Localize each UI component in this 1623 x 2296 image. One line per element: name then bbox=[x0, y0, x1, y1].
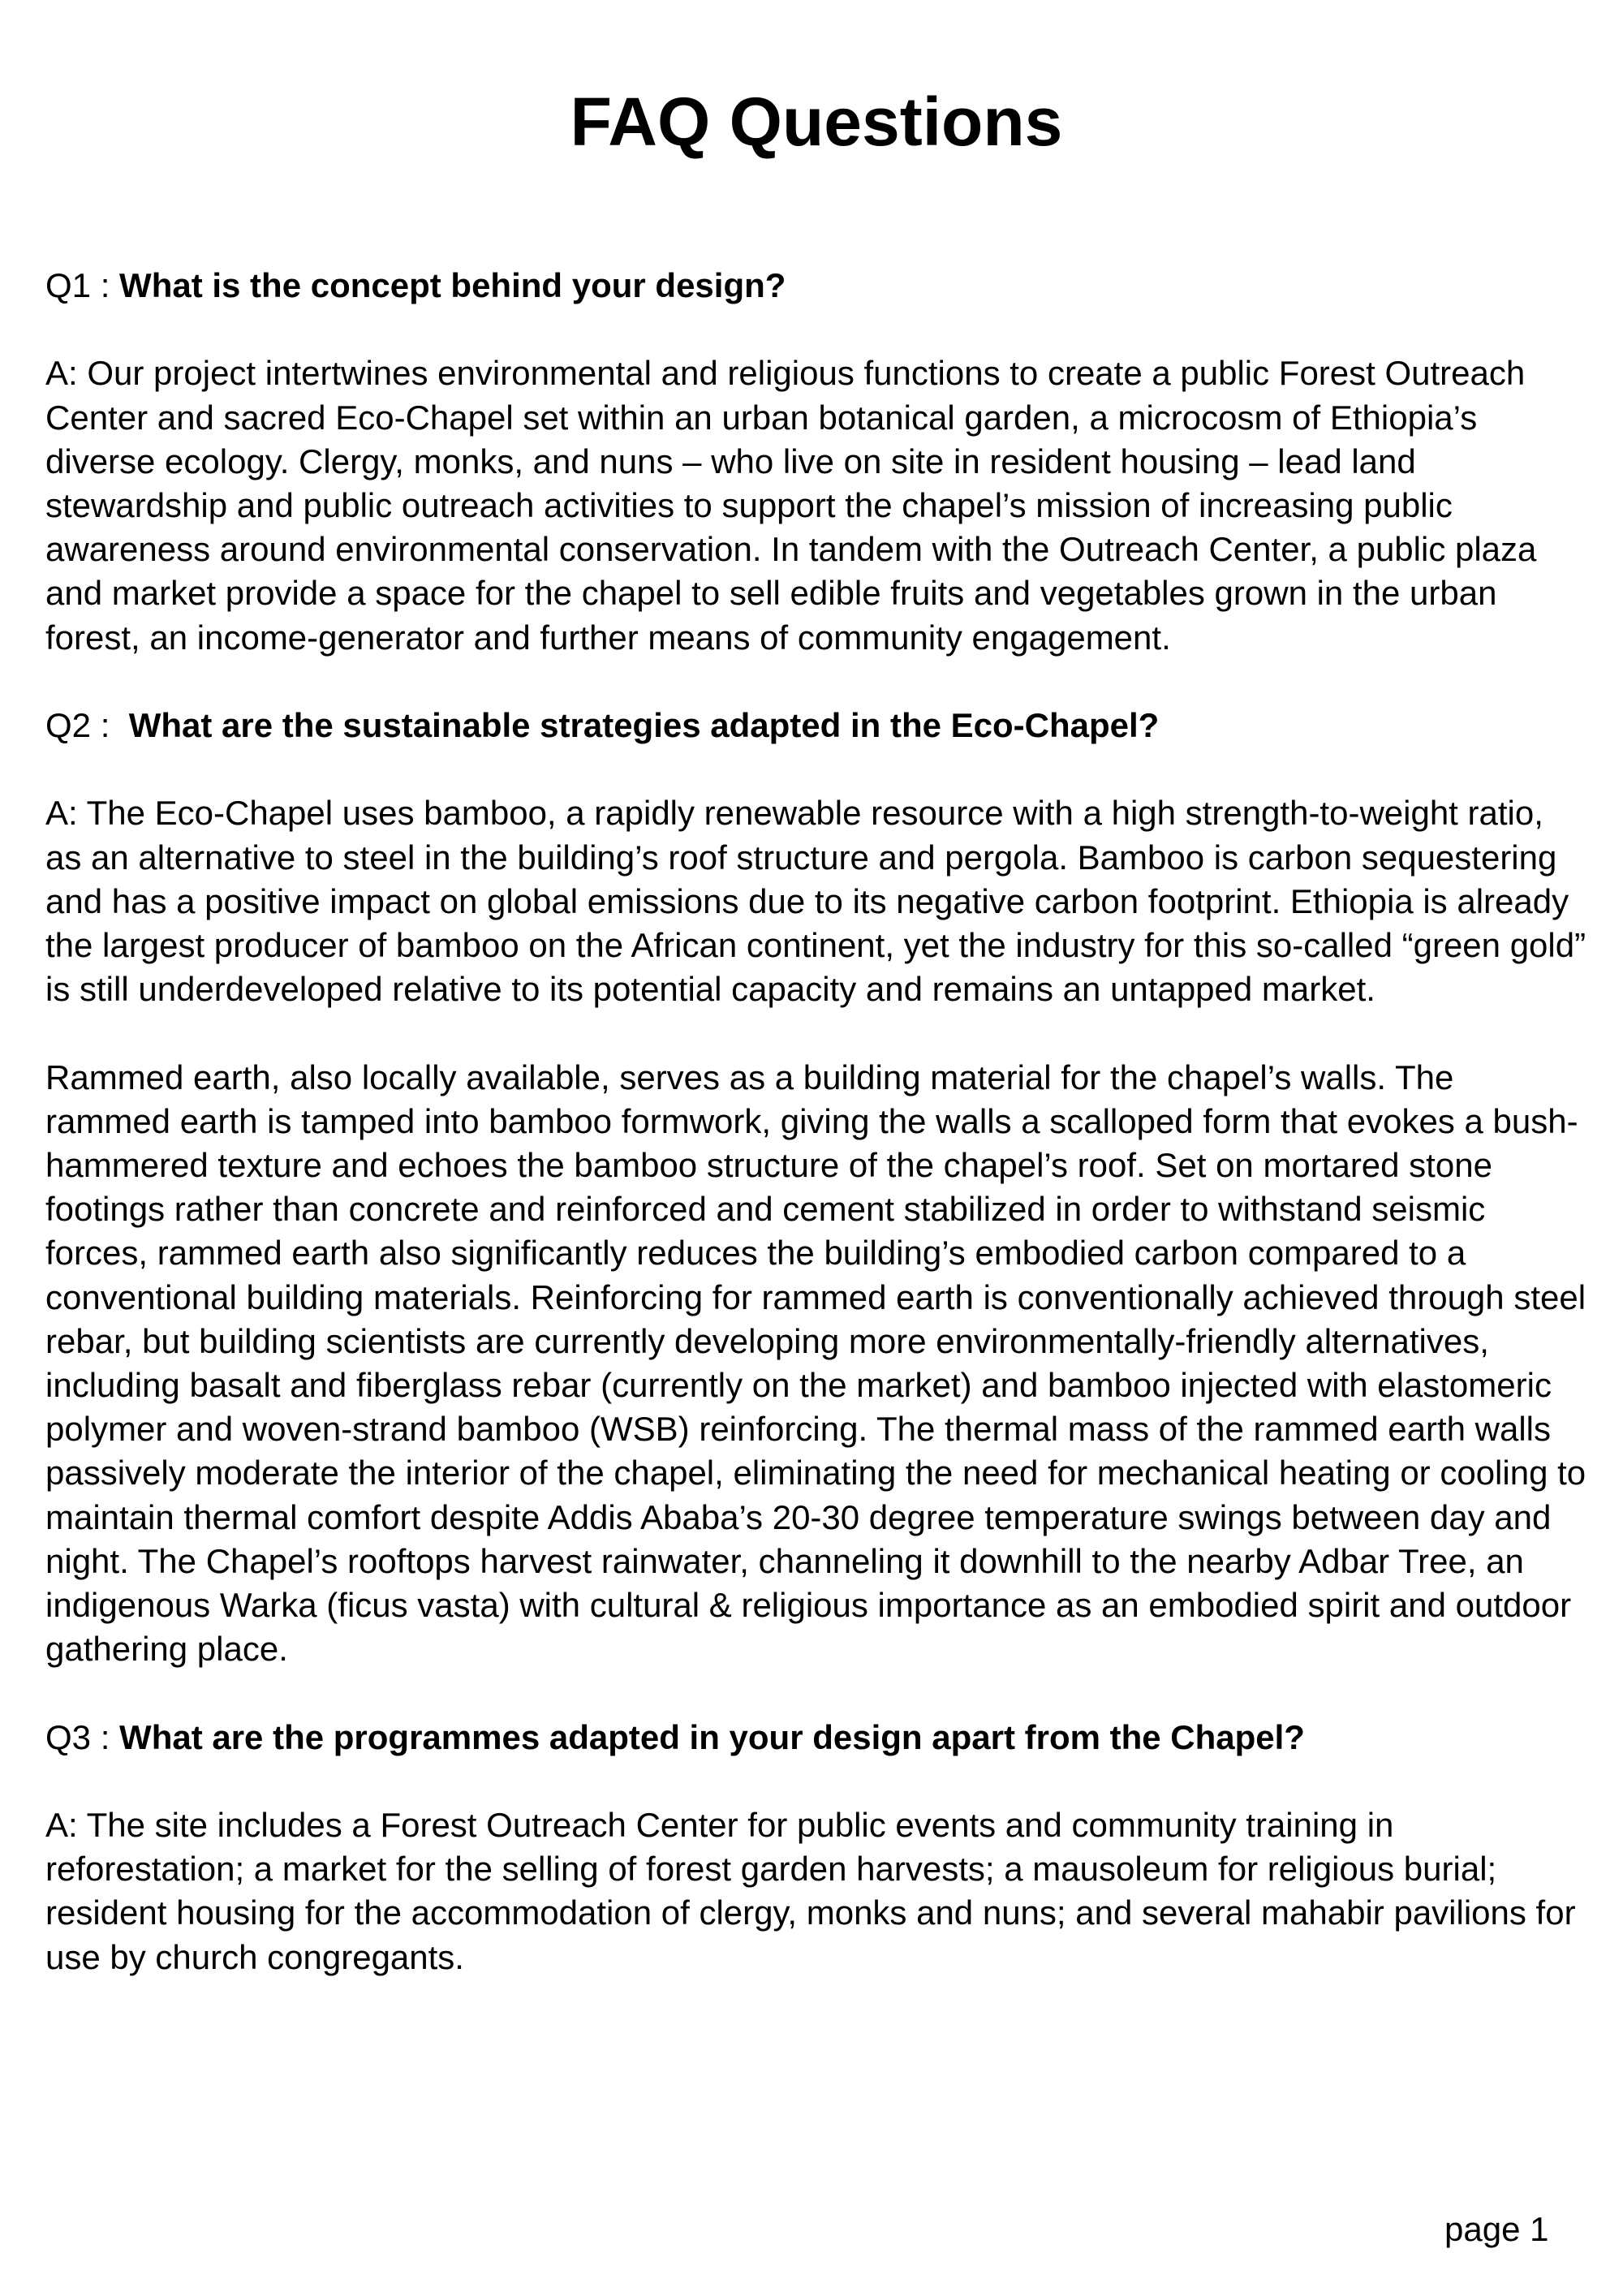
faq-answer-3-paragraph-1: A: The site includes a Forest Outreach Center for public events and community training in reforestation; a market for the selling of forest garden harvests; a mausoleum for religious burial; resident housing for the accommodation of clergy, monks and nuns; and several mahabir pavilions for use by church congregants. bbox=[45, 1806, 1576, 1976]
faq-item-3 bbox=[45, 1716, 1587, 1979]
question-text: What is the concept behind your design? bbox=[119, 266, 786, 304]
faq-list bbox=[45, 264, 1587, 1979]
page-number: page 1 bbox=[1444, 2210, 1549, 2248]
question-label: Q3 : bbox=[45, 1717, 120, 1756]
faq-question-3 bbox=[45, 1716, 1587, 1760]
faq-item-2 bbox=[45, 704, 1587, 1671]
faq-answer-1-paragraph-1: A: Our project intertwines environmental and religious functions to create a public Forest Outreach Center and sacred Eco-Chapel set within an urban botanical garden, a microcosm of Ethiopia’s diverse ecology. Clergy, monks, and nuns – who live on site in resident housing – lead land stewardship and public outreach activities to support the chapel’s mission of increasing public awareness around environmental conservation. In tandem with the Outreach Center, a public plaza and market provide a space for the chapel to sell edible fruits and vegetables grown in the urban forest, an income-generator and further means of community engagement. bbox=[45, 354, 1537, 657]
question-text: What are the programmes adapted in your design apart from the Chapel? bbox=[119, 1717, 1305, 1756]
faq-answer-2-paragraph-1: A: The Eco-Chapel uses bamboo, a rapidly renewable resource with a high strength-to-weight ratio, as an alternative to steel in the building’s roof structure and pergola. Bamboo is carbon sequestering and has a positive impact on global emissions due to its negative carbon footprint. Ethiopia is already the largest producer of bamboo on the African continent, yet the industry for this so-called “green gold” is still underdeveloped relative to its potential capacity and remains an untapped market. bbox=[45, 794, 1586, 1009]
question-label: Q2 : bbox=[45, 706, 129, 744]
question-label: Q1 : bbox=[45, 266, 120, 304]
page-title: FAQ Questions bbox=[570, 84, 1063, 160]
faq-question-2 bbox=[45, 704, 1587, 747]
faq-question-1 bbox=[45, 264, 1587, 308]
faq-item-1 bbox=[45, 264, 1587, 660]
faq-answer-2-paragraph-2: Rammed earth, also locally available, serves as a building material for the chapel’s walls. The rammed earth is tamped into bamboo formwork, giving the walls a scalloped form that evokes a bush-hammered texture and echoes the bamboo structure of the chapel’s roof. Set on mortared stone footings rather than concrete and reinforced and cement stabilized in order to withstand seismic forces, rammed earth also significantly reduces the building’s embodied carbon compared to a conventional building materials. Reinforcing for rammed earth is conventionally achieved through steel rebar, but building scientists are currently developing more environmentally-friendly alternatives, including basalt and fiberglass rebar (currently on the market) and bamboo injected with elastomeric polymer and woven-strand bamboo (WSB) reinforcing. The thermal mass of the rammed earth walls passively moderate the interior of the chapel, eliminating the need for mechanical heating or cooling to maintain thermal comfort despite Addis Ababa’s 20-30 degree temperature swings between day and night. The Chapel’s rooftops harvest rainwater, channeling it downhill to the nearby Adbar Tree, an indigenous Warka (ficus vasta) with cultural & religious importance as an embodied spirit and outdoor gathering place. bbox=[45, 1058, 1586, 1669]
question-text: What are the sustainable strategies adapted in the Eco-Chapel? bbox=[128, 706, 1160, 744]
